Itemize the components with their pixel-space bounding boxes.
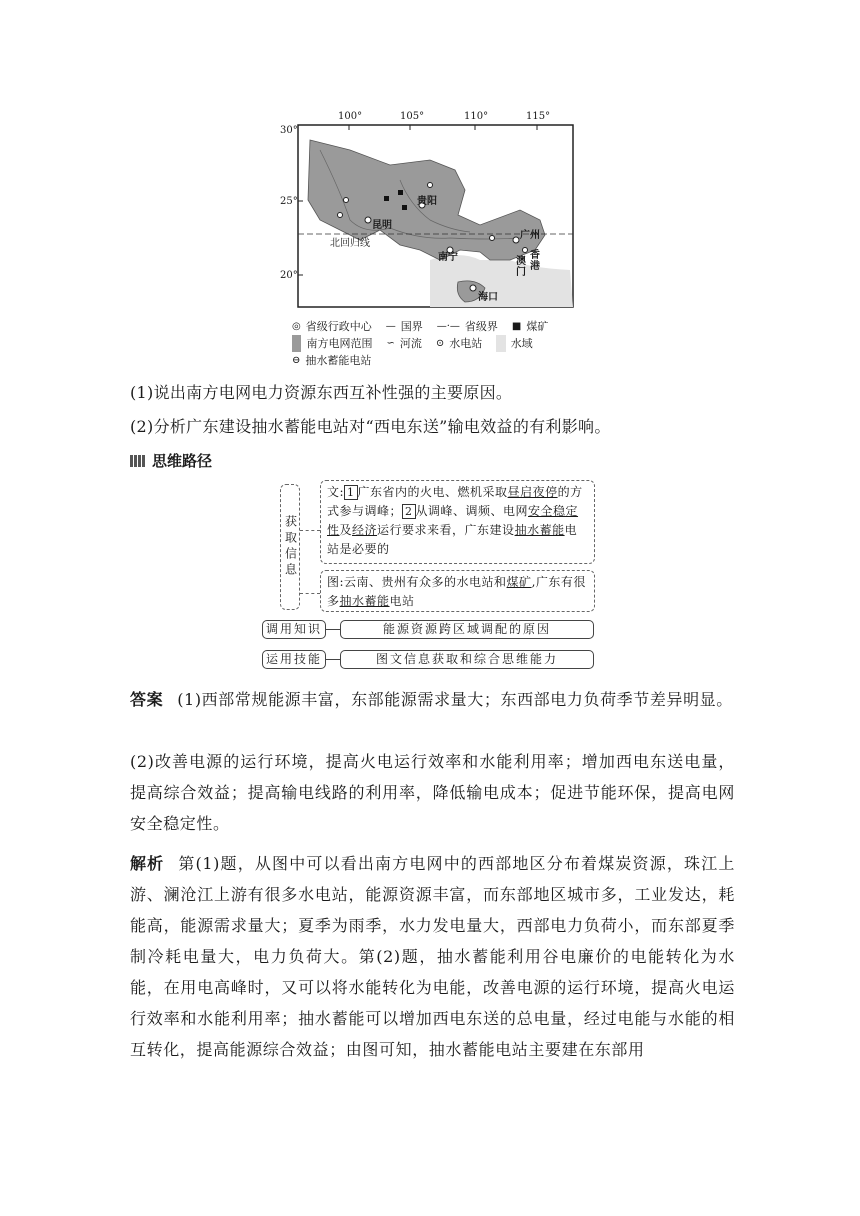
southern-grid-map [280, 110, 600, 320]
question-1: (1)说出南方电网电力资源东西互补性强的主要原因。 [130, 383, 513, 402]
legend-item: —·— 省级界 [436, 320, 498, 333]
hydropower-icon: ⊙ [435, 338, 445, 349]
skill-text: 图文信息获取和综合思维能力 [340, 650, 594, 669]
river-icon: ∽ [386, 338, 395, 349]
thinking-path-heading: 思维路径 [130, 450, 212, 471]
provincial-border-icon: —·— [436, 321, 460, 332]
skill-label: 运用技能 [262, 650, 326, 669]
place-hongkong: 香港 [530, 250, 540, 272]
coal-mine-marker [398, 190, 403, 195]
grid-area-icon: ▭ [292, 335, 301, 352]
coal-mine-icon: ■ [511, 321, 522, 332]
national-border-icon: — [385, 321, 396, 332]
place-haikou: 海口 [478, 292, 498, 303]
legend-item: ■ 煤矿 [511, 320, 549, 333]
lon-label: 110° [464, 111, 489, 122]
lon-label: 100° [338, 111, 363, 122]
lat-label: 25° [280, 196, 298, 207]
image-info-box: 图:云南、贵州有众多的水电站和煤矿,广东有很多抽水蓄能电站 [320, 570, 595, 612]
coal-mine-marker [402, 205, 407, 210]
place-macau: 澳门 [516, 256, 526, 278]
answer-1: 答案 (1)西部常规能源丰富，东部能源需求量大；东西部电力负荷季节差异明显。 [130, 690, 733, 709]
knowledge-label: 调用知识 [262, 620, 326, 639]
section-marker-icon [130, 455, 146, 467]
thinking-path-diagram [262, 480, 602, 675]
analysis-label: 解析 [130, 854, 165, 873]
water-area-icon: ▭ [496, 335, 505, 352]
legend-item: ◎ 省级行政中心 [292, 320, 372, 333]
answer-2: (2)改善电源的运行环境，提高火电运行效率和水能利用率；增加西电东送电量，提高综合效益；提高输电线路的利用率，降低输电成本；促进节能环保，提高电网安全稳定性。 [130, 752, 735, 833]
place-tropic: 北回归线 [330, 238, 370, 249]
text-info-box: 文: 1 广东省内的火电、燃机采取昼启夜停的方式参与调峰； 2 从调峰、调频、电网安全稳定性及经济运行要求来看，广东建设抽水蓄能电站是必要的 [320, 480, 595, 564]
knowledge-text: 能源资源跨区域调配的原因 [340, 620, 594, 639]
pumped-storage-icon: ⊖ [292, 355, 301, 366]
legend-item: ▭ 南方电网范围 [292, 337, 373, 350]
question-2: (2)分析广东建设抽水蓄能电站对“西电东送”输电效益的有利影响。 [130, 417, 611, 436]
legend-item: ⊙ 水电站 [435, 337, 483, 350]
coal-mine-marker [384, 196, 389, 201]
provincial-capital-icon: ◎ [292, 321, 301, 332]
legend-item: ▭ 水域 [496, 337, 533, 350]
legend-item: — 国界 [385, 320, 423, 333]
lat-label: 20° [280, 270, 298, 281]
map-legend [292, 318, 582, 369]
place-guangzhou: 广州 [520, 230, 540, 241]
place-guiyang: 贵阳 [417, 196, 437, 207]
lon-label: 115° [526, 111, 551, 122]
legend-item: ⊖ 抽水蓄能电站 [292, 354, 372, 367]
answer-label: 答案 [130, 690, 164, 709]
lat-label: 30° [280, 125, 298, 136]
place-kunming: 昆明 [372, 220, 392, 231]
legend-item: ∽ 河流 [386, 337, 422, 350]
lon-label: 105° [400, 111, 425, 122]
place-nanning: 南宁 [438, 252, 458, 263]
acquire-info-box: 获取信息 [280, 484, 300, 610]
analysis: 解析 第(1)题，从图中可以看出南方电网中的西部地区分布着煤炭资源，珠江上游、澜沧江上游有很多水电站，能源资源丰富，而东部地区城市多，工业发达，耗能高，能源需求量大；夏季为雨季，水力发电量大，西部电力负荷小，而东部夏季制冷耗电量大，电力负荷大。第(2)题，抽水蓄能利用谷电廉价的电能转化为水能，在用电高峰时，又可以将水能转化为电能，改善电源的运行环境，提高火电运行效率和水能利用率；抽水蓄能可以增加西电东送的总电量，经过电能与水能的相互转化，提高能源综合效益；由图可知，抽水蓄能电站主要建在东部用 [130, 854, 735, 1059]
